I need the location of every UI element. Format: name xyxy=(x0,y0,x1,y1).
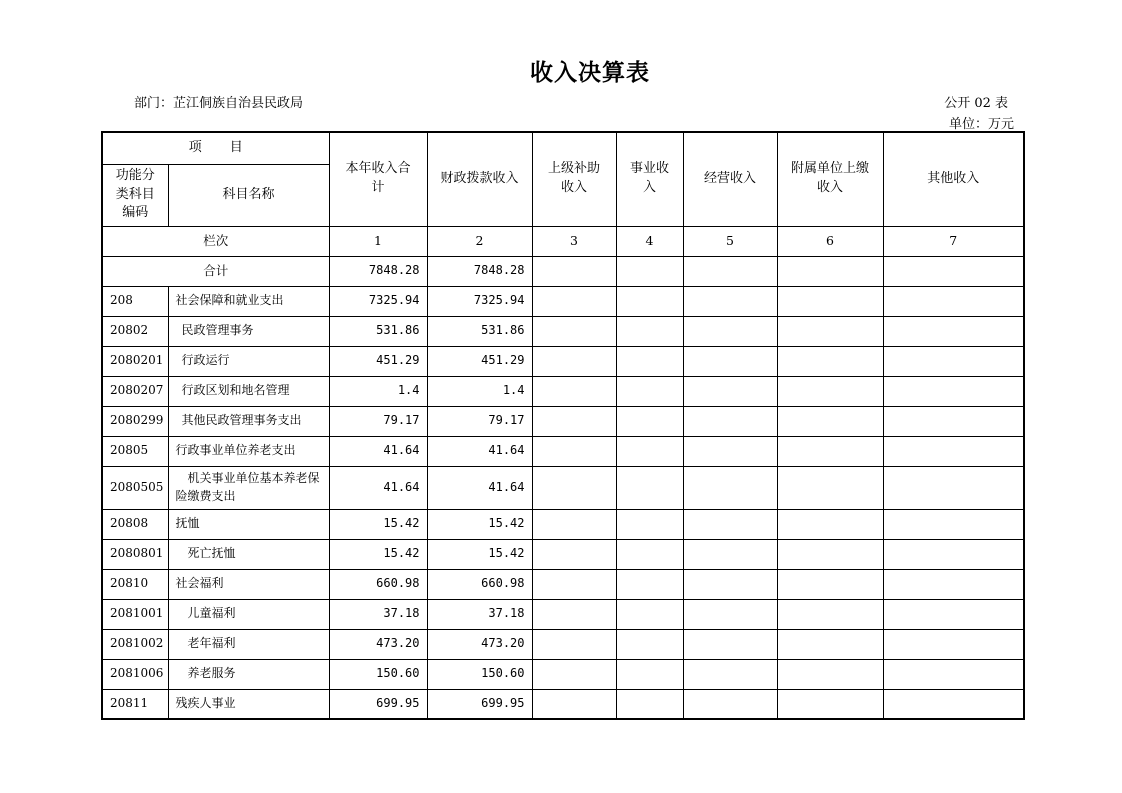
total-income-value: 150.60 xyxy=(329,659,427,689)
project-group-header: 项 目 xyxy=(102,132,329,164)
income-table xyxy=(101,131,1025,720)
function-code: 20805 xyxy=(102,436,168,466)
total-income-value: 451.29 xyxy=(329,346,427,376)
total-income-value: 7848.28 xyxy=(329,256,427,286)
unit-label: 单位：万元 xyxy=(948,117,1014,132)
table-row xyxy=(102,509,1024,539)
operating-income-header: 经营收入 xyxy=(683,132,777,226)
column-number: 1 xyxy=(329,226,427,256)
table-row xyxy=(102,406,1024,436)
fiscal-value: 15.42 xyxy=(427,539,532,569)
table-row xyxy=(102,539,1024,569)
subject-name: 行政事业单位养老支出 xyxy=(168,436,329,466)
function-code: 208 xyxy=(102,286,168,316)
total-income-value: 37.18 xyxy=(329,599,427,629)
fiscal-value: 660.98 xyxy=(427,569,532,599)
header-row-1 xyxy=(102,132,1024,164)
column-number: 7 xyxy=(883,226,1024,256)
function-code-header: 功能分 类科目 编码 xyxy=(102,164,168,226)
subject-name: 民政管理事务 xyxy=(168,316,329,346)
business-income-header: 事业收 入 xyxy=(616,132,683,226)
table-row xyxy=(102,569,1024,599)
subject-name: 其他民政管理事务支出 xyxy=(168,406,329,436)
fiscal-value: 79.17 xyxy=(427,406,532,436)
function-code: 2081002 xyxy=(102,629,168,659)
function-code: 2080201 xyxy=(102,346,168,376)
subject-name: 行政区划和地名管理 xyxy=(168,376,329,406)
table-row xyxy=(102,316,1024,346)
total-income-value: 15.42 xyxy=(329,539,427,569)
total-row xyxy=(102,256,1024,286)
subject-name: 社会保障和就业支出 xyxy=(168,286,329,316)
column-number: 6 xyxy=(777,226,883,256)
function-code: 2080207 xyxy=(102,376,168,406)
function-code: 20808 xyxy=(102,509,168,539)
fiscal-value: 473.20 xyxy=(427,629,532,659)
subject-name: 抚恤 xyxy=(168,509,329,539)
subject-name: 社会福利 xyxy=(168,569,329,599)
function-code: 2080299 xyxy=(102,406,168,436)
subject-name: 儿童福利 xyxy=(168,599,329,629)
table-row xyxy=(102,466,1024,509)
fiscal-value: 699.95 xyxy=(427,689,532,719)
total-income-value: 41.64 xyxy=(329,436,427,466)
total-income-value: 531.86 xyxy=(329,316,427,346)
other-income-header: 其他收入 xyxy=(883,132,1024,226)
department-label: 部门：芷江侗族自治县民政局 xyxy=(134,96,304,111)
total-income-value: 660.98 xyxy=(329,569,427,599)
total-income-value: 699.95 xyxy=(329,689,427,719)
total-income-value: 1.4 xyxy=(329,376,427,406)
column-number-row xyxy=(102,226,1024,256)
column-number-label: 栏次 xyxy=(102,226,329,256)
fiscal-value: 451.29 xyxy=(427,346,532,376)
table-row xyxy=(102,599,1024,629)
subject-name: 行政运行 xyxy=(168,346,329,376)
column-number: 4 xyxy=(616,226,683,256)
fiscal-value: 1.4 xyxy=(427,376,532,406)
total-label: 合计 xyxy=(102,256,329,286)
table-row xyxy=(102,376,1024,406)
column-number: 3 xyxy=(532,226,616,256)
table-row xyxy=(102,629,1024,659)
subject-name: 老年福利 xyxy=(168,629,329,659)
fiscal-value: 37.18 xyxy=(427,599,532,629)
column-number: 2 xyxy=(427,226,532,256)
function-code: 20810 xyxy=(102,569,168,599)
fiscal-value: 531.86 xyxy=(427,316,532,346)
function-code: 20811 xyxy=(102,689,168,719)
empty-cell xyxy=(883,256,1024,286)
total-income-value: 7325.94 xyxy=(329,286,427,316)
function-code: 20802 xyxy=(102,316,168,346)
table-row xyxy=(102,436,1024,466)
function-code: 2080801 xyxy=(102,539,168,569)
function-code: 2080505 xyxy=(102,466,168,509)
empty-cell xyxy=(616,256,683,286)
fiscal-value: 7848.28 xyxy=(427,256,532,286)
empty-cell xyxy=(532,256,616,286)
table-row xyxy=(102,346,1024,376)
total-income-value: 473.20 xyxy=(329,629,427,659)
fiscal-value: 41.64 xyxy=(427,436,532,466)
table-row xyxy=(102,659,1024,689)
function-code: 2081001 xyxy=(102,599,168,629)
superior-subsidy-header: 上级补助 收入 xyxy=(532,132,616,226)
fiscal-value: 150.60 xyxy=(427,659,532,689)
subject-name: 养老服务 xyxy=(168,659,329,689)
fiscal-value: 7325.94 xyxy=(427,286,532,316)
table-row xyxy=(102,286,1024,316)
page-title: 收入决算表 xyxy=(530,60,650,86)
empty-cell xyxy=(683,256,777,286)
subject-name: 死亡抚恤 xyxy=(168,539,329,569)
column-number: 5 xyxy=(683,226,777,256)
fiscal-appropriation-header: 财政拨款收入 xyxy=(427,132,532,226)
subject-name-header: 科目名称 xyxy=(168,164,329,226)
subject-name: 残疾人事业 xyxy=(168,689,329,719)
fiscal-value: 41.64 xyxy=(427,466,532,509)
affiliated-income-header: 附属单位上缴 收入 xyxy=(777,132,883,226)
total-income-value: 79.17 xyxy=(329,406,427,436)
total-income-header: 本年收入合 计 xyxy=(329,132,427,226)
table-row xyxy=(102,689,1024,719)
form-number: 公开 02 表 xyxy=(944,96,1008,111)
empty-cell xyxy=(777,256,883,286)
subject-name: 机关事业单位基本养老保 险缴费支出 xyxy=(168,466,329,509)
total-income-value: 15.42 xyxy=(329,509,427,539)
function-code: 2081006 xyxy=(102,659,168,689)
total-income-value: 41.64 xyxy=(329,466,427,509)
fiscal-value: 15.42 xyxy=(427,509,532,539)
